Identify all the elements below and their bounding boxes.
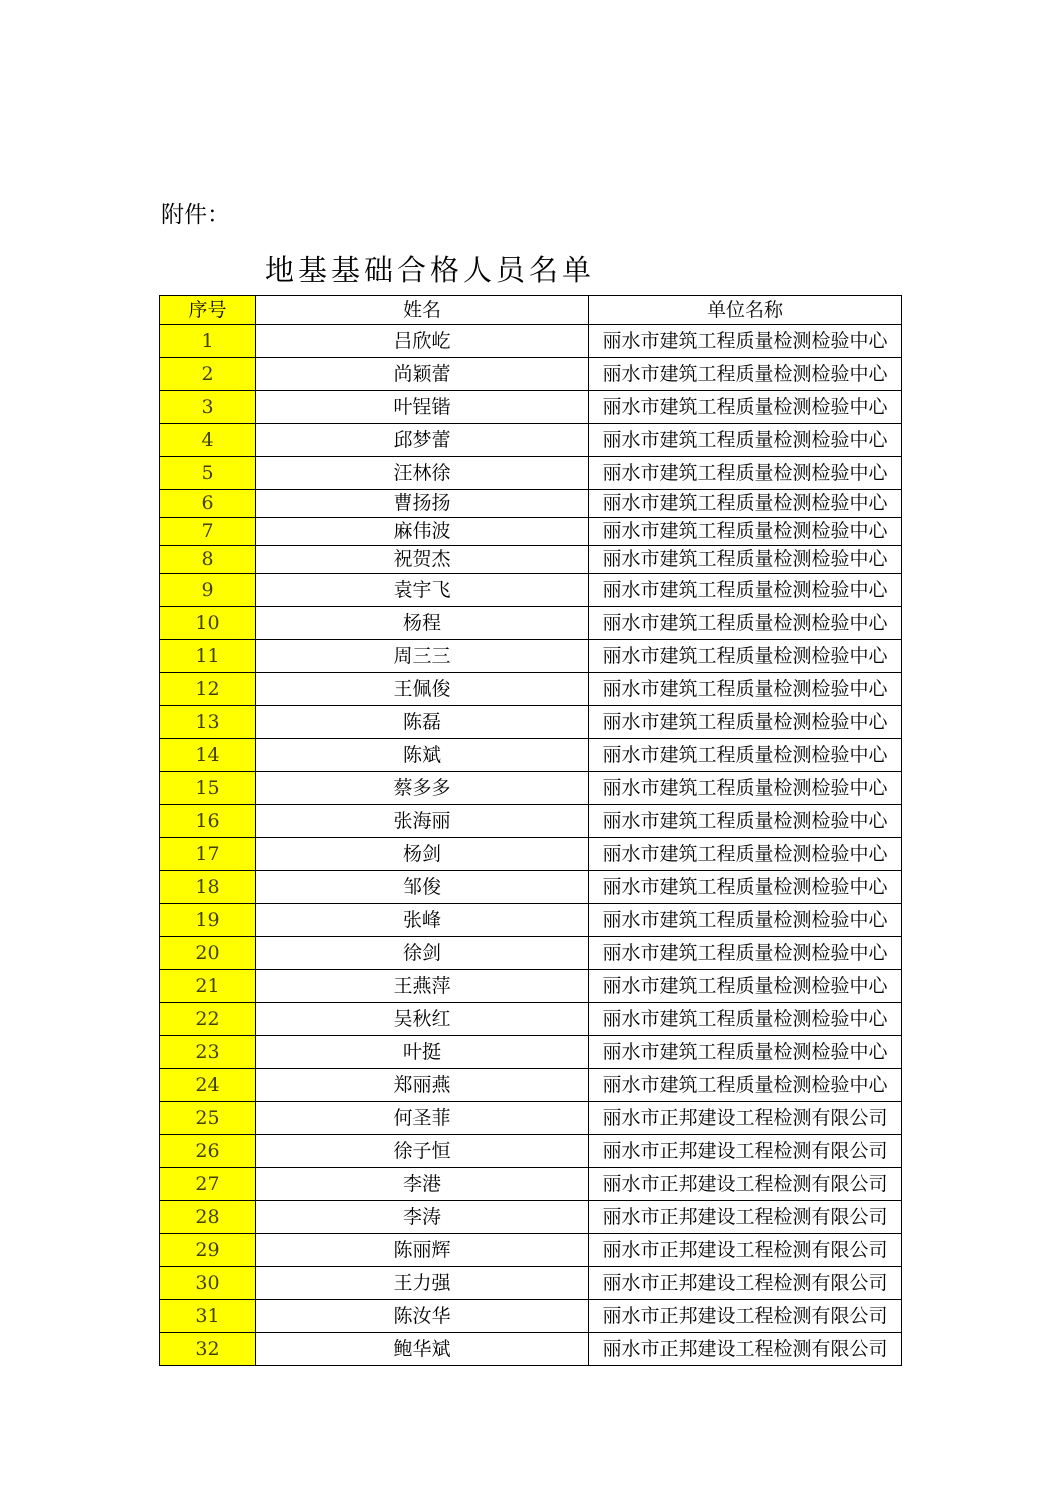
row-name: 李港 (256, 1168, 589, 1201)
table-row (160, 1300, 902, 1333)
header-unit: 单位名称 (589, 296, 902, 325)
row-name: 邱梦蕾 (256, 424, 589, 457)
table-row (160, 838, 902, 871)
table-row (160, 518, 902, 546)
row-unit: 丽水市正邦建设工程检测有限公司 (589, 1234, 902, 1267)
row-name: 张峰 (256, 904, 589, 937)
table-row (160, 640, 902, 673)
row-unit: 丽水市建筑工程质量检测检验中心 (589, 706, 902, 739)
table-row (160, 871, 902, 904)
row-unit: 丽水市建筑工程质量检测检验中心 (589, 490, 902, 518)
table-row (160, 1069, 902, 1102)
row-index: 27 (160, 1168, 256, 1201)
table-row (160, 574, 902, 607)
row-unit: 丽水市建筑工程质量检测检验中心 (589, 970, 902, 1003)
row-unit: 丽水市建筑工程质量检测检验中心 (589, 424, 902, 457)
row-unit: 丽水市建筑工程质量检测检验中心 (589, 904, 902, 937)
row-index: 23 (160, 1036, 256, 1069)
table-row (160, 706, 902, 739)
row-unit: 丽水市建筑工程质量检测检验中心 (589, 1036, 902, 1069)
row-index: 13 (160, 706, 256, 739)
row-index: 3 (160, 391, 256, 424)
table-row (160, 970, 902, 1003)
row-name: 叶挺 (256, 1036, 589, 1069)
row-name: 王力强 (256, 1267, 589, 1300)
row-unit: 丽水市建筑工程质量检测检验中心 (589, 574, 902, 607)
row-index: 4 (160, 424, 256, 457)
table-row (160, 424, 902, 457)
table-row (160, 904, 902, 937)
row-name: 袁宇飞 (256, 574, 589, 607)
row-index: 17 (160, 838, 256, 871)
row-name: 鲍华斌 (256, 1333, 589, 1366)
row-name: 何圣菲 (256, 1102, 589, 1135)
row-name: 陈丽辉 (256, 1234, 589, 1267)
row-unit: 丽水市正邦建设工程检测有限公司 (589, 1267, 902, 1300)
row-index: 16 (160, 805, 256, 838)
table-row (160, 805, 902, 838)
table-row (160, 739, 902, 772)
row-index: 28 (160, 1201, 256, 1234)
row-name: 王燕萍 (256, 970, 589, 1003)
row-name: 曹扬扬 (256, 490, 589, 518)
table-row (160, 1168, 902, 1201)
table-row (160, 391, 902, 424)
row-index: 18 (160, 871, 256, 904)
row-index: 19 (160, 904, 256, 937)
row-name: 徐子恒 (256, 1135, 589, 1168)
row-name: 陈磊 (256, 706, 589, 739)
row-unit: 丽水市建筑工程质量检测检验中心 (589, 838, 902, 871)
row-index: 12 (160, 673, 256, 706)
table-row (160, 772, 902, 805)
row-index: 25 (160, 1102, 256, 1135)
row-unit: 丽水市建筑工程质量检测检验中心 (589, 1003, 902, 1036)
table-row (160, 1135, 902, 1168)
table-row (160, 358, 902, 391)
header-index: 序号 (160, 296, 256, 325)
row-index: 22 (160, 1003, 256, 1036)
row-unit: 丽水市建筑工程质量检测检验中心 (589, 607, 902, 640)
table-row (160, 1333, 902, 1366)
table-row (160, 490, 902, 518)
row-name: 王佩俊 (256, 673, 589, 706)
row-unit: 丽水市建筑工程质量检测检验中心 (589, 1069, 902, 1102)
row-index: 29 (160, 1234, 256, 1267)
row-name: 叶锃锴 (256, 391, 589, 424)
row-index: 9 (160, 574, 256, 607)
row-name: 周三三 (256, 640, 589, 673)
table-row (160, 1036, 902, 1069)
table-row (160, 937, 902, 970)
row-unit: 丽水市正邦建设工程检测有限公司 (589, 1102, 902, 1135)
row-index: 24 (160, 1069, 256, 1102)
table-row (160, 673, 902, 706)
row-unit: 丽水市建筑工程质量检测检验中心 (589, 358, 902, 391)
row-unit: 丽水市建筑工程质量检测检验中心 (589, 391, 902, 424)
personnel-table (159, 295, 902, 1366)
row-index: 5 (160, 457, 256, 490)
row-unit: 丽水市建筑工程质量检测检验中心 (589, 772, 902, 805)
table-row (160, 607, 902, 640)
row-unit: 丽水市建筑工程质量检测检验中心 (589, 739, 902, 772)
row-unit: 丽水市正邦建设工程检测有限公司 (589, 1300, 902, 1333)
row-name: 郑丽燕 (256, 1069, 589, 1102)
row-name: 祝贺杰 (256, 546, 589, 574)
row-name: 蔡多多 (256, 772, 589, 805)
row-unit: 丽水市建筑工程质量检测检验中心 (589, 518, 902, 546)
table-row (160, 1234, 902, 1267)
table-row (160, 546, 902, 574)
row-name: 尚颖蕾 (256, 358, 589, 391)
row-index: 30 (160, 1267, 256, 1300)
row-name: 杨程 (256, 607, 589, 640)
row-unit: 丽水市建筑工程质量检测检验中心 (589, 673, 902, 706)
row-index: 26 (160, 1135, 256, 1168)
row-name: 徐剑 (256, 937, 589, 970)
table-row (160, 1201, 902, 1234)
table-row (160, 1003, 902, 1036)
row-index: 6 (160, 490, 256, 518)
table-row (160, 1267, 902, 1300)
table-body (160, 325, 902, 1366)
table-row (160, 1102, 902, 1135)
row-index: 20 (160, 937, 256, 970)
row-name: 吕欣屹 (256, 325, 589, 358)
row-unit: 丽水市建筑工程质量检测检验中心 (589, 871, 902, 904)
row-name: 杨剑 (256, 838, 589, 871)
row-index: 8 (160, 546, 256, 574)
document-title: 地基基础合格人员名单 (265, 253, 596, 287)
table-row (160, 325, 902, 358)
table-header-row (160, 296, 902, 325)
row-name: 张海丽 (256, 805, 589, 838)
row-unit: 丽水市建筑工程质量检测检验中心 (589, 805, 902, 838)
row-unit: 丽水市建筑工程质量检测检验中心 (589, 457, 902, 490)
row-name: 麻伟波 (256, 518, 589, 546)
row-index: 11 (160, 640, 256, 673)
row-unit: 丽水市建筑工程质量检测检验中心 (589, 325, 902, 358)
row-unit: 丽水市建筑工程质量检测检验中心 (589, 546, 902, 574)
row-index: 2 (160, 358, 256, 391)
header-name: 姓名 (256, 296, 589, 325)
row-index: 15 (160, 772, 256, 805)
row-name: 汪林徐 (256, 457, 589, 490)
row-index: 1 (160, 325, 256, 358)
row-index: 14 (160, 739, 256, 772)
row-index: 21 (160, 970, 256, 1003)
row-unit: 丽水市正邦建设工程检测有限公司 (589, 1168, 902, 1201)
row-unit: 丽水市正邦建设工程检测有限公司 (589, 1333, 902, 1366)
row-unit: 丽水市正邦建设工程检测有限公司 (589, 1201, 902, 1234)
row-name: 李涛 (256, 1201, 589, 1234)
row-unit: 丽水市正邦建设工程检测有限公司 (589, 1135, 902, 1168)
row-index: 7 (160, 518, 256, 546)
row-name: 陈汝华 (256, 1300, 589, 1333)
row-unit: 丽水市建筑工程质量检测检验中心 (589, 640, 902, 673)
row-name: 陈斌 (256, 739, 589, 772)
row-index: 10 (160, 607, 256, 640)
row-name: 吴秋红 (256, 1003, 589, 1036)
attachment-label: 附件： (161, 202, 230, 228)
row-name: 邹俊 (256, 871, 589, 904)
row-unit: 丽水市建筑工程质量检测检验中心 (589, 937, 902, 970)
table-row (160, 457, 902, 490)
row-index: 31 (160, 1300, 256, 1333)
row-index: 32 (160, 1333, 256, 1366)
